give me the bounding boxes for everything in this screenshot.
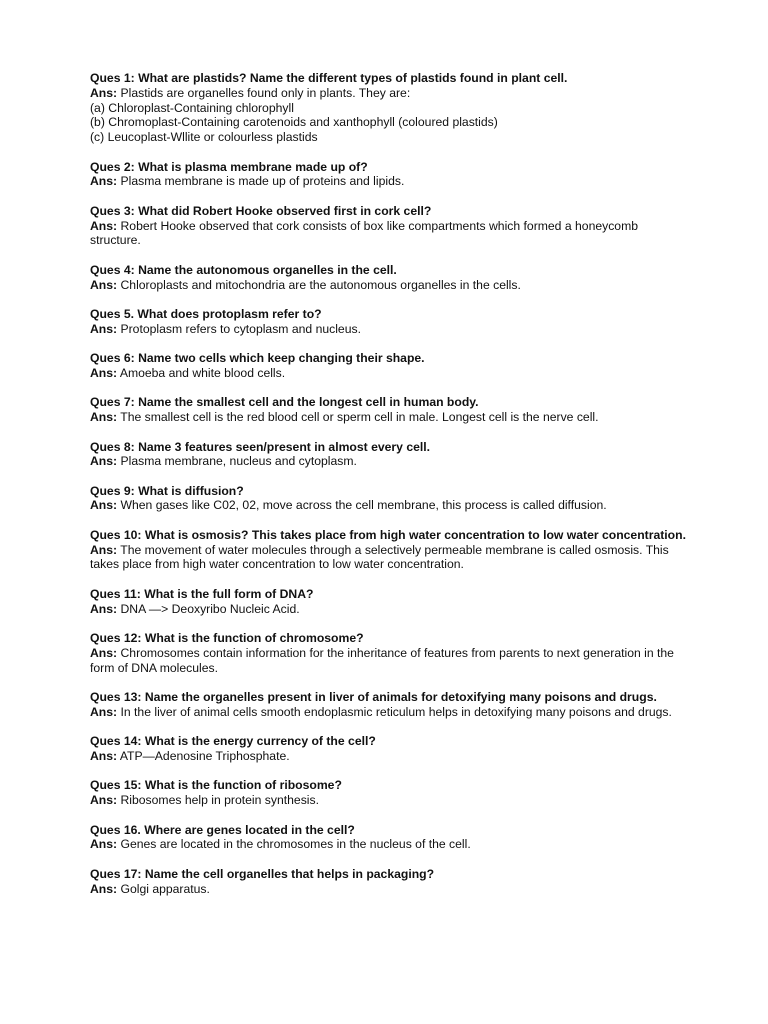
answer <box>90 882 690 897</box>
answer-label: Ans: <box>90 454 118 469</box>
question-text: Ques 12: What is the function of chromosome? <box>90 631 364 646</box>
answer-text: Amoeba and white blood cells. <box>119 365 286 380</box>
question-text: Ques 10: What is osmosis? This takes place from high water concentration to low water concentration. <box>90 527 686 542</box>
answer-label: Ans: <box>90 321 118 336</box>
answer-text: Chloroplasts and mitochondria are the autonomous organelles in the cells. <box>120 277 521 292</box>
answer <box>90 705 690 720</box>
answer <box>90 410 690 425</box>
answer-text: Chromosomes contain information for the inheritance of features from parents to next generation in the form of DNA molecules. <box>90 645 674 675</box>
answer <box>90 543 690 573</box>
answer-label: Ans: <box>90 85 118 100</box>
answer <box>90 366 690 381</box>
answer <box>90 174 690 189</box>
answer-text: Genes are located in the chromosomes in the nucleus of the cell. <box>120 837 471 852</box>
question-text: Ques 2: What is plasma membrane made up of? <box>90 159 368 174</box>
qa-item-11 <box>90 587 690 617</box>
qa-item-10 <box>90 528 690 572</box>
answer-text: When gases like C02, 02, move across the cell membrane, this process is called diffusion. <box>120 498 607 513</box>
answer-text: Plastids are organelles found only in plants. They are: <box>120 85 411 100</box>
answer-text: Golgi apparatus. <box>120 881 210 896</box>
question-text: Ques 15: What is the function of ribosome? <box>90 778 342 793</box>
answer-text: Robert Hooke observed that cork consists of box like compartments which formed a honeycomb structure. <box>90 218 639 248</box>
list-item: (a) Chloroplast-Containing chlorophyll <box>90 100 294 115</box>
answer-label: Ans: <box>90 410 118 425</box>
answer-text: Plasma membrane is made up of proteins and lipids. <box>120 174 405 189</box>
qa-item-12 <box>90 631 690 675</box>
list-item: (c) Leucoplast-Wllite or colourless plastids <box>90 130 318 145</box>
question-text: Ques 9: What is diffusion? <box>90 483 244 498</box>
qa-item-1 <box>90 71 690 145</box>
question-text: Ques 8: Name 3 features seen/present in almost every cell. <box>90 439 431 454</box>
answer-label: Ans: <box>90 704 118 719</box>
answer <box>90 278 690 293</box>
question-text: Ques 4: Name the autonomous organelles in the cell. <box>90 262 397 277</box>
qa-item-14 <box>90 734 690 764</box>
answer-text: Ribosomes help in protein synthesis. <box>120 793 319 808</box>
qa-item-17 <box>90 867 690 897</box>
answer-text: Protoplasm refers to cytoplasm and nucleus. <box>120 321 361 336</box>
qa-item-7 <box>90 395 690 425</box>
question-text: Ques 7: Name the smallest cell and the longest cell in human body. <box>90 395 479 410</box>
question-text: Ques 17: Name the cell organelles that helps in packaging? <box>90 866 435 881</box>
answer <box>90 219 690 249</box>
answer-text: The smallest cell is the red blood cell or sperm cell in male. Longest cell is the nerve cell. <box>120 410 599 425</box>
qa-document <box>90 71 690 911</box>
answer-label: Ans: <box>90 542 118 557</box>
answer-label: Ans: <box>90 601 118 616</box>
answer-label: Ans: <box>90 498 118 513</box>
answer-text: DNA —> Deoxyribo Nucleic Acid. <box>120 601 300 616</box>
list-item: (b) Chromoplast-Containing carotenoids and xanthophyll (coloured plastids) <box>90 115 498 130</box>
question-text: Ques 16. Where are genes located in the cell? <box>90 822 355 837</box>
answer-label: Ans: <box>90 174 118 189</box>
qa-item-3 <box>90 204 690 248</box>
qa-item-13 <box>90 690 690 720</box>
answer-text: ATP—Adenosine Triphosphate. <box>119 749 290 764</box>
qa-item-15 <box>90 778 690 808</box>
answer-label: Ans: <box>90 793 118 808</box>
answer <box>90 793 690 808</box>
qa-item-4 <box>90 263 690 293</box>
answer-label: Ans: <box>90 218 118 233</box>
answer <box>90 498 690 513</box>
answer <box>90 602 690 617</box>
question-text: Ques 14: What is the energy currency of the cell? <box>90 734 376 749</box>
qa-item-6 <box>90 351 690 381</box>
answer-label: Ans: <box>90 645 118 660</box>
answer <box>90 454 690 469</box>
question-text: Ques 11: What is the full form of DNA? <box>90 586 314 601</box>
answer <box>90 86 690 101</box>
answer <box>90 749 690 764</box>
answer-label: Ans: <box>90 837 118 852</box>
answer-text: In the liver of animal cells smooth endoplasmic reticulum helps in detoxifying many poisons and drugs. <box>120 704 672 719</box>
qa-item-8 <box>90 440 690 470</box>
answer <box>90 646 690 676</box>
question-text: Ques 13: Name the organelles present in liver of animals for detoxifying many poisons and drugs. <box>90 690 657 705</box>
answer <box>90 837 690 852</box>
qa-item-5 <box>90 307 690 337</box>
answer-label: Ans: <box>90 365 118 380</box>
qa-item-2 <box>90 160 690 190</box>
qa-item-9 <box>90 484 690 514</box>
question-text: Ques 3: What did Robert Hooke observed first in cork cell? <box>90 203 432 218</box>
answer-label: Ans: <box>90 881 118 896</box>
question-text: Ques 5. What does protoplasm refer to? <box>90 306 322 321</box>
qa-item-16 <box>90 823 690 853</box>
answer-text: Plasma membrane, nucleus and cytoplasm. <box>120 454 357 469</box>
answer <box>90 322 690 337</box>
answer-text: The movement of water molecules through a selectively permeable membrane is called osmosis. This takes place from high water concentration to low water concentration. <box>90 542 669 572</box>
answer-label: Ans: <box>90 277 118 292</box>
question-text: Ques 1: What are plastids? Name the different types of plastids found in plant cell. <box>90 71 568 85</box>
question-text: Ques 6: Name two cells which keep changing their shape. <box>90 351 425 366</box>
answer-label: Ans: <box>90 749 118 764</box>
